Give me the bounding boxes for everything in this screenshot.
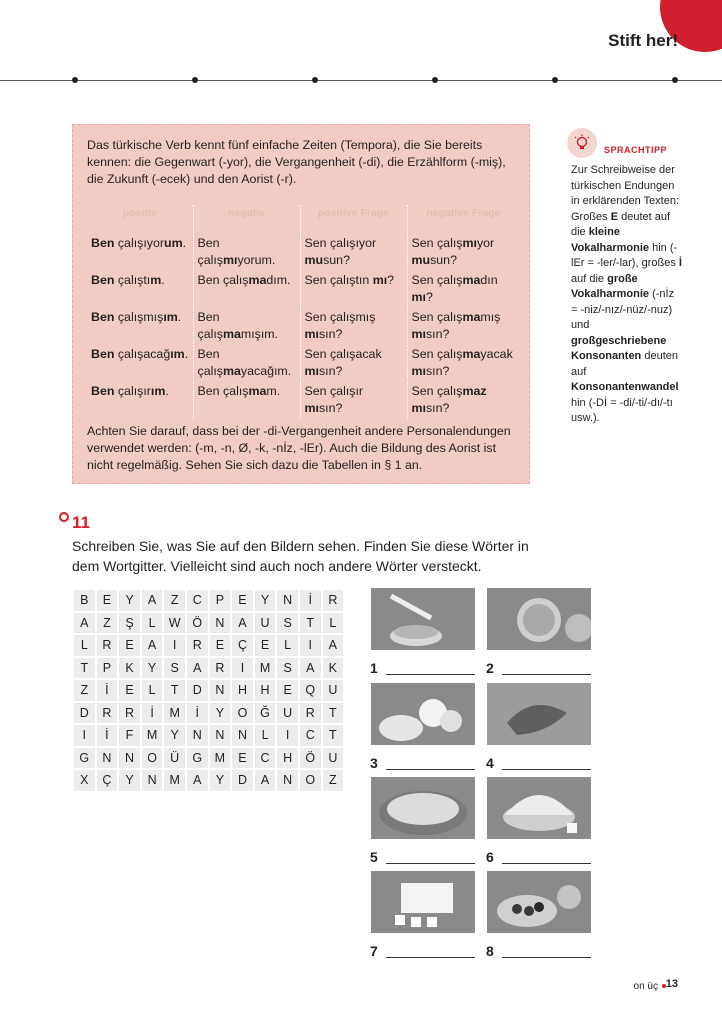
grid-letter: Z <box>323 770 344 791</box>
answer-number: 8 <box>486 943 494 959</box>
table-cell-neg: Ben çalışmadım. <box>193 272 300 309</box>
word-grid <box>72 588 345 793</box>
grid-letter: D <box>232 770 253 791</box>
tense-table <box>87 205 519 420</box>
grid-letter: U <box>255 613 276 634</box>
rice-photo <box>371 777 475 839</box>
answer-line[interactable] <box>502 863 591 864</box>
divider-dot <box>672 77 678 83</box>
grid-letter: R <box>210 658 231 679</box>
grid-letter: İ <box>142 703 163 724</box>
answer-line[interactable] <box>386 957 475 958</box>
grid-letter: Y <box>255 590 276 611</box>
divider-dot <box>192 77 198 83</box>
exercise-marker-icon <box>59 512 69 522</box>
grid-letter: Y <box>210 703 231 724</box>
col-header-positive-frage: positive Frage <box>300 205 407 235</box>
grid-letter: A <box>323 635 344 656</box>
table-cell-neg: Ben çalışmam. <box>193 383 300 420</box>
grid-letter: C <box>187 590 208 611</box>
table-cell-neg: Ben çalışmayacağım. <box>193 346 300 383</box>
grid-letter: C <box>300 725 321 746</box>
table-cell-pq: Sen çalışmış mısın? <box>300 309 407 346</box>
grid-letter: Y <box>164 725 185 746</box>
grid-letter: T <box>323 703 344 724</box>
cheese-photo <box>371 871 475 933</box>
grammar-note: Achten Sie darauf, dass bei der -di-Vergangenheit andere Personalendungen verwendet werden: (-m, -n, Ø, -k, -nİz, -lEr). Auch die Bildung des Aorist ist nicht regelmäßig. Sehen Sie sich dazu die Tabellen in § 1 an. <box>87 424 511 472</box>
sugar-photo <box>487 777 591 839</box>
table-cell-neg: Ben çalışmıyorum. <box>193 235 300 272</box>
table-cell-pos: Ben çalışıyorum. <box>91 236 187 250</box>
answer-number: 4 <box>486 755 494 771</box>
header-divider <box>0 80 722 81</box>
grid-letter: L <box>323 613 344 634</box>
answer-number: 2 <box>486 660 494 676</box>
grid-letter: P <box>210 590 231 611</box>
grid-letter: R <box>97 703 118 724</box>
page-header-title: Stift her! <box>608 31 678 50</box>
grid-letter: R <box>187 635 208 656</box>
answer-line[interactable] <box>386 863 475 864</box>
grid-letter: E <box>255 635 276 656</box>
grid-letter: G <box>74 748 95 769</box>
table-cell-nq: Sen çalışmayacak mısın? <box>407 346 519 383</box>
tahini-photo <box>487 588 591 650</box>
grid-letter: Ö <box>187 613 208 634</box>
grid-letter: Y <box>142 658 163 679</box>
grid-letter: Y <box>119 770 140 791</box>
answer-line[interactable] <box>502 674 591 675</box>
grid-letter: D <box>187 680 208 701</box>
grid-letter: P <box>97 658 118 679</box>
grid-letter: Ç <box>232 635 253 656</box>
grid-letter: W <box>164 613 185 634</box>
grid-letter: N <box>277 770 298 791</box>
table-cell-nq: Sen çalışmıyor musun? <box>407 235 519 272</box>
sprachtipp-text: Zur Schreibweise der türkischen Endungen in erklärenden Texten: Großes E deutet auf die kleine Vokalharmonie hin (-lEr = -ler/-lar), großes İ auf die große Vokalharmonie (-nİz = -niz/-nız/-nüz/-nuz) und großgeschriebene Konsonanten deuten auf Konsonantenwandel hin (-Dİ = -di/-ti/-dı/-tı usw.). <box>571 164 682 424</box>
grid-letter: L <box>74 635 95 656</box>
grid-letter: N <box>232 725 253 746</box>
grid-letter: S <box>277 658 298 679</box>
grid-letter: Ğ <box>255 703 276 724</box>
table-cell-nq: Sen çalışmadın mı? <box>407 272 519 309</box>
table-cell-pq: Sen çalışacak mısın? <box>300 346 407 383</box>
grid-letter: T <box>74 658 95 679</box>
grid-letter: E <box>232 748 253 769</box>
exercise-number: 11 <box>72 513 90 532</box>
footer-page-number: 13 <box>665 978 678 990</box>
grid-letter: A <box>142 635 163 656</box>
table-cell-nq: Sen çalışmamış mısın? <box>407 309 519 346</box>
grid-letter: R <box>300 703 321 724</box>
honey-photo <box>371 588 475 650</box>
grid-letter: B <box>74 590 95 611</box>
grid-letter: K <box>119 658 140 679</box>
grid-letter: O <box>142 748 163 769</box>
grid-letter: M <box>255 658 276 679</box>
grid-letter: I <box>74 725 95 746</box>
table-row <box>87 383 519 420</box>
answer-number: 6 <box>486 849 494 865</box>
grid-letter: T <box>300 613 321 634</box>
footer-page-words: on üç <box>633 981 658 992</box>
parsley-photo <box>487 683 591 745</box>
table-cell-pos: Ben çalışırım. <box>91 384 169 398</box>
grid-letter: A <box>142 590 163 611</box>
grid-letter: L <box>142 680 163 701</box>
grid-letter: E <box>210 635 231 656</box>
grid-letter: L <box>277 635 298 656</box>
grid-letter: X <box>74 770 95 791</box>
table-cell-pq: Sen çalıştın mı? <box>300 272 407 309</box>
grid-letter: Y <box>210 770 231 791</box>
table-row <box>87 309 519 346</box>
grid-letter: Ö <box>300 748 321 769</box>
grid-letter: H <box>232 680 253 701</box>
col-header-negative-frage: negative Frage <box>407 205 519 235</box>
grid-letter: Q <box>300 680 321 701</box>
grammar-box <box>72 124 530 484</box>
grid-letter: İ <box>97 680 118 701</box>
table-row <box>87 346 519 383</box>
table-cell-pq: Sen çalışır mısın? <box>300 383 407 420</box>
grid-letter: R <box>97 635 118 656</box>
divider-dot <box>312 77 318 83</box>
grid-letter: G <box>187 748 208 769</box>
divider-dot <box>72 77 78 83</box>
table-cell-pos: Ben çalışacağım. <box>91 347 189 361</box>
grid-letter: N <box>97 748 118 769</box>
lightbulb-icon <box>567 128 597 158</box>
grid-letter: H <box>277 748 298 769</box>
grid-letter: N <box>210 613 231 634</box>
answer-line[interactable] <box>502 769 591 770</box>
grid-letter: A <box>300 658 321 679</box>
grid-letter: N <box>210 725 231 746</box>
grid-letter: Ş <box>119 613 140 634</box>
grid-letter: İ <box>300 590 321 611</box>
grid-letter: N <box>119 748 140 769</box>
grid-letter: K <box>323 658 344 679</box>
grid-letter: O <box>232 703 253 724</box>
grid-letter: A <box>74 613 95 634</box>
grid-letter: I <box>277 725 298 746</box>
answer-line[interactable] <box>502 957 591 958</box>
exercise-instruction: Schreiben Sie, was Sie auf den Bildern sehen. Finden Sie diese Wörter in dem Wortgitter. Vielleicht sind auch noch andere Wörter versteckt. <box>72 538 529 574</box>
grammar-intro: Das türkische Verb kennt fünf einfache Zeiten (Tempora), die Sie bereits kennen: die Gegenwart (-yor), die Vergangenheit (-di), die Erzählform (-miş), die Zukunft (-ecek) und den Aorist (-r). <box>87 138 506 186</box>
grid-letter: I <box>300 635 321 656</box>
grid-letter: Z <box>74 680 95 701</box>
grid-letter: L <box>255 725 276 746</box>
grid-letter: F <box>119 725 140 746</box>
grid-letter: E <box>232 590 253 611</box>
grid-letter: U <box>277 703 298 724</box>
grid-letter: A <box>187 770 208 791</box>
grid-letter: A <box>255 770 276 791</box>
grid-letter: N <box>210 680 231 701</box>
answer-number: 3 <box>370 755 378 771</box>
divider-dot <box>432 77 438 83</box>
divider-dot <box>552 77 558 83</box>
grid-letter: L <box>142 613 163 634</box>
grid-letter: E <box>119 635 140 656</box>
table-cell-pos: Ben çalışmışım. <box>91 310 182 324</box>
olives-photo <box>487 871 591 933</box>
grid-letter: M <box>164 703 185 724</box>
col-header-positiv: positiv <box>122 207 157 219</box>
grid-letter: E <box>277 680 298 701</box>
grid-letter: R <box>119 703 140 724</box>
grid-letter: Y <box>119 590 140 611</box>
grid-letter: T <box>323 725 344 746</box>
table-row <box>87 235 519 272</box>
grid-letter: M <box>142 725 163 746</box>
grid-letter: C <box>255 748 276 769</box>
grid-letter: D <box>74 703 95 724</box>
grid-letter: A <box>232 613 253 634</box>
grid-letter: Z <box>164 590 185 611</box>
grid-letter: A <box>187 658 208 679</box>
grid-letter: N <box>277 590 298 611</box>
grid-letter: O <box>300 770 321 791</box>
table-cell-neg: Ben çalışmamışım. <box>193 309 300 346</box>
sprachtipp-label: SPRACHTIPP <box>604 145 668 155</box>
grid-letter: M <box>210 748 231 769</box>
answer-number: 1 <box>370 660 378 676</box>
grid-letter: N <box>142 770 163 791</box>
grid-letter: I <box>232 658 253 679</box>
grid-letter: M <box>164 770 185 791</box>
grid-letter: N <box>187 725 208 746</box>
grid-letter: Ç <box>97 770 118 791</box>
grid-letter: İ <box>97 725 118 746</box>
grid-letter: H <box>255 680 276 701</box>
table-cell-pq: Sen çalışıyor musun? <box>300 235 407 272</box>
answer-number: 5 <box>370 849 378 865</box>
answer-line[interactable] <box>386 769 475 770</box>
grid-letter: T <box>164 680 185 701</box>
grid-letter: R <box>323 590 344 611</box>
table-row <box>87 272 519 309</box>
grid-letter: E <box>119 680 140 701</box>
grid-letter: S <box>164 658 185 679</box>
grid-letter: I <box>164 635 185 656</box>
grid-letter: Z <box>97 613 118 634</box>
grid-letter: U <box>323 748 344 769</box>
garlic-photo <box>371 683 475 745</box>
table-cell-nq: Sen çalışmaz mısın? <box>407 383 519 420</box>
grid-letter: U <box>323 680 344 701</box>
col-header-negativ: negativ <box>193 205 300 235</box>
answer-number: 7 <box>370 943 378 959</box>
grid-letter: S <box>277 613 298 634</box>
grid-letter: Ü <box>164 748 185 769</box>
answer-line[interactable] <box>386 674 475 675</box>
grid-letter: E <box>97 590 118 611</box>
grid-letter: İ <box>187 703 208 724</box>
table-cell-pos: Ben çalıştım. <box>91 273 165 287</box>
